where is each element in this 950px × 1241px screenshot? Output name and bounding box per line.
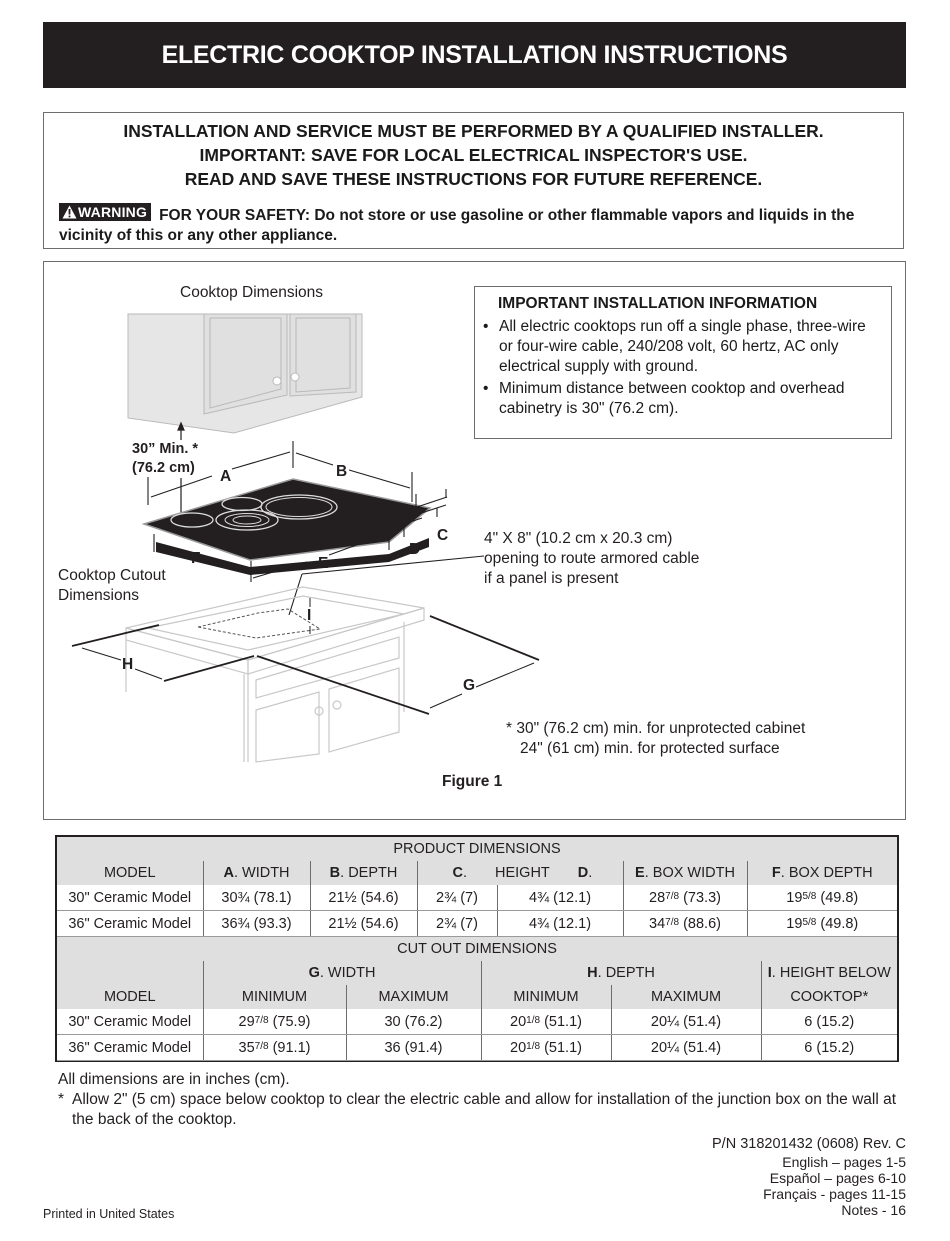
cell-e: $28^{7/8}$ (73.3) xyxy=(623,885,747,911)
cell-g-min: $35^{7/8}$ (91.1) xyxy=(203,1035,346,1061)
notice-line-inspector: IMPORTANT: SAVE FOR LOCAL ELECTRICAL INSPECTOR'S USE. xyxy=(199,145,748,165)
min-clearance-line1: 30” Min. * xyxy=(132,441,199,457)
asterisk-note xyxy=(58,1090,898,1130)
product-dimensions-title: PRODUCT DIMENSIONS xyxy=(57,837,897,861)
cell-h-min: $20^{1/8}$ (51.1) xyxy=(481,1009,611,1035)
cell-f: $19^{5/8}$ (49.8) xyxy=(747,885,897,911)
col-header-b-depth: B. DEPTH xyxy=(310,861,417,885)
base-cabinet-drawing xyxy=(126,587,424,762)
opening-note-line1: 4" X 8" (10.2 cm x 20.3 cm) xyxy=(484,530,673,547)
table-row xyxy=(57,1009,897,1035)
cell-g-max: 36 (91.4) xyxy=(346,1035,481,1061)
dimension-letter-d: D xyxy=(409,541,421,558)
table-row xyxy=(57,1035,897,1061)
product-header-row xyxy=(57,861,897,885)
cell-i: 6 (15.2) xyxy=(761,1009,897,1035)
notice-line-qualified-installer: INSTALLATION AND SERVICE MUST BE PERFORMED BY A QUALIFIED INSTALLER. xyxy=(123,121,824,141)
cutout-dimensions-label xyxy=(58,566,166,606)
cell-i: 6 (15.2) xyxy=(761,1035,897,1061)
cell-c: 2¾ (7) xyxy=(417,885,497,911)
bullet-icon: • xyxy=(483,318,489,335)
min-clearance-label xyxy=(132,440,198,478)
dimensions-table xyxy=(55,835,899,1062)
figure-caption: Figure 1 xyxy=(442,773,503,790)
cutout-header-row-1 xyxy=(57,961,897,985)
col-header-i-height-below: I. HEIGHT BELOW xyxy=(761,961,897,985)
dimension-letter-b: B xyxy=(336,463,348,480)
important-info-item-text: All electric cooktops run off a single phase, three-wire or four-wire cable, 240/208 volt, 60 hertz, AC only electrical supply with ground. xyxy=(499,318,866,375)
asterisk-note-text: Allow 2" (5 cm) space below cooktop to clear the electric cable and allow for installation of the junction box on the wall at the back of the cooktop. xyxy=(72,1091,896,1128)
dimension-letter-e: E xyxy=(318,555,329,572)
printed-in-label: Printed in United States xyxy=(43,1207,175,1221)
cell-c: 2¾ (7) xyxy=(417,911,497,937)
col-header-h-minimum: MINIMUM xyxy=(481,985,611,1009)
bullet-icon: • xyxy=(483,380,489,397)
cell-a: 30¾ (78.1) xyxy=(203,885,310,911)
language-pages-spanish: Español – pages 6-10 xyxy=(769,1170,906,1186)
dimension-letter-i: I xyxy=(307,607,312,624)
cell-e: $34^{7/8}$ (88.6) xyxy=(623,911,747,937)
cell-h-min: $20^{1/8}$ (51.1) xyxy=(481,1035,611,1061)
page-title-bar xyxy=(43,22,906,88)
opening-note-line3: if a panel is present xyxy=(484,570,619,587)
cutout-header-row-2 xyxy=(57,985,897,1009)
clearance-footnote xyxy=(506,719,805,759)
dimension-letter-h: H xyxy=(122,656,134,673)
product-section-title-row xyxy=(57,837,897,861)
cell-d: 4¾ (12.1) xyxy=(497,885,623,911)
blank-header-cell xyxy=(57,961,203,985)
cutout-label-line2: Dimensions xyxy=(58,587,139,604)
important-info-item-text: Minimum distance between cooktop and overhead cabinetry is 30" (76.2 cm). xyxy=(499,380,845,417)
warning-badge xyxy=(59,203,151,221)
table-row xyxy=(57,885,897,911)
cooktop-dimensions-label: Cooktop Dimensions xyxy=(180,284,324,301)
col-header-g-minimum: MINIMUM xyxy=(203,985,346,1009)
cooktop-drawing xyxy=(144,479,430,575)
clearance-footnote-line1: * 30" (76.2 cm) min. for unprotected cabinet xyxy=(506,720,806,737)
cell-model: 36" Ceramic Model xyxy=(57,1035,203,1061)
language-pages-english: English – pages 1-5 xyxy=(782,1154,906,1170)
dimension-letter-c: C xyxy=(437,527,449,544)
col-header-g-width: G. WIDTH xyxy=(203,961,481,985)
page-title: ELECTRIC COOKTOP INSTALLATION INSTRUCTIONS xyxy=(161,40,788,69)
language-pages-french: Français - pages 11-15 xyxy=(763,1186,906,1202)
figure-1-box xyxy=(43,261,906,820)
cell-f: $19^{5/8}$ (49.8) xyxy=(747,911,897,937)
warning-triangle-icon xyxy=(62,205,77,219)
col-header-a-width: A. WIDTH xyxy=(203,861,310,885)
cell-g-min: $29^{7/8}$ (75.9) xyxy=(203,1009,346,1035)
important-info-title: IMPORTANT INSTALLATION INFORMATION xyxy=(498,295,818,312)
table-row xyxy=(57,911,897,937)
table-footnotes xyxy=(58,1070,898,1130)
dimension-letter-g: G xyxy=(463,677,476,694)
warning-text: FOR YOUR SAFETY: Do not store or use gasoline or other flammable vapors and liquids in the vicinity of this or any other appliance. xyxy=(59,207,855,244)
cell-b: 21½ (54.6) xyxy=(310,911,417,937)
col-header-f-box-depth: F. BOX DEPTH xyxy=(747,861,897,885)
min-clearance-line2: (76.2 cm) xyxy=(132,460,195,476)
notes-page: Notes - 16 xyxy=(841,1202,906,1218)
dimension-letter-f: F xyxy=(191,550,201,567)
clearance-footnote-line2: 24" (61 cm) min. for protected surface xyxy=(520,740,780,757)
col-header-model: MODEL xyxy=(57,985,203,1009)
cell-h-max: 20¼ (51.4) xyxy=(611,1009,761,1035)
cell-g-max: 30 (76.2) xyxy=(346,1009,481,1035)
asterisk-marker: * xyxy=(58,1091,65,1108)
notice-line-save-instructions: READ AND SAVE THESE INSTRUCTIONS FOR FUTURE REFERENCE. xyxy=(184,169,763,189)
cell-model: 30" Ceramic Model xyxy=(57,1009,203,1035)
col-header-g-maximum: MAXIMUM xyxy=(346,985,481,1009)
cutout-dimensions-title: CUT OUT DIMENSIONS xyxy=(57,937,897,961)
col-header-model: MODEL xyxy=(57,861,203,885)
cell-h-max: 20¼ (51.4) xyxy=(611,1035,761,1061)
product-dimensions-table xyxy=(57,837,897,937)
col-header-e-box-width: E. BOX WIDTH xyxy=(623,861,747,885)
important-info-box xyxy=(474,286,892,439)
cell-d: 4¾ (12.1) xyxy=(497,911,623,937)
units-note: All dimensions are in inches (cm). xyxy=(58,1071,290,1088)
part-number: P/N 318201432 (0608) Rev. C xyxy=(712,1136,906,1152)
col-header-h-depth: H. DEPTH xyxy=(481,961,761,985)
col-header-h-maximum: MAXIMUM xyxy=(611,985,761,1009)
important-info-item xyxy=(483,379,881,419)
opening-note xyxy=(484,529,699,589)
safety-notice-box xyxy=(43,112,904,249)
cutout-section-title-row xyxy=(57,937,897,961)
cutout-dimensions-table xyxy=(57,937,897,1061)
important-info-item xyxy=(483,317,881,377)
cell-b: 21½ (54.6) xyxy=(310,885,417,911)
dimension-letter-a: A xyxy=(220,468,232,485)
col-header-i-cooktop: COOKTOP* xyxy=(761,985,897,1009)
col-header-c-d-height: C. HEIGHT D. xyxy=(417,861,623,885)
opening-note-line2: opening to route armored cable xyxy=(484,550,700,567)
warning-paragraph xyxy=(59,203,894,246)
cell-model: 30" Ceramic Model xyxy=(57,885,203,911)
cell-a: 36¾ (93.3) xyxy=(203,911,310,937)
warning-badge-label: WARNING xyxy=(78,204,148,220)
upper-cabinet-drawing xyxy=(128,314,362,433)
cutout-label-line1: Cooktop Cutout xyxy=(58,567,166,584)
part-number-block xyxy=(712,1135,906,1218)
cell-model: 36" Ceramic Model xyxy=(57,911,203,937)
